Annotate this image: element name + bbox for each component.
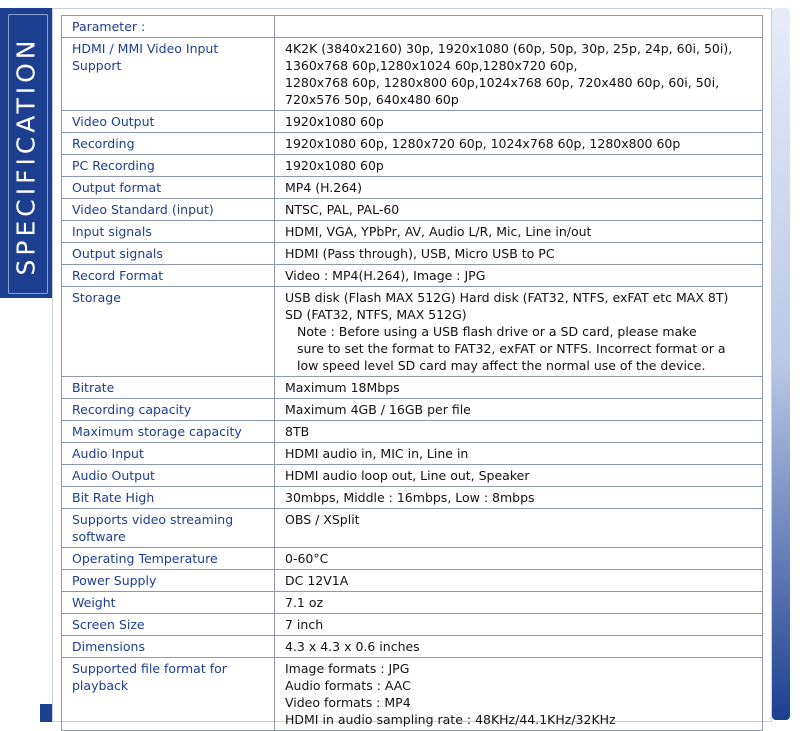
table-row	[62, 265, 763, 287]
parameter-value	[275, 265, 763, 287]
parameter-value	[275, 377, 763, 399]
value-line: Audio formats : AAC	[285, 678, 411, 693]
table-row	[62, 658, 763, 731]
table-row	[62, 377, 763, 399]
parameter-name: Dimensions	[62, 636, 275, 658]
value-line: Video formats : MP4	[285, 695, 411, 710]
value-line: DC 12V1A	[285, 573, 349, 588]
parameter-name: Recording capacity	[62, 399, 275, 421]
parameter-name: Video Standard (input)	[62, 199, 275, 221]
parameter-name: Output signals	[62, 243, 275, 265]
parameter-value	[275, 443, 763, 465]
value-line: Video : MP4(H.264), Image : JPG	[285, 268, 486, 283]
table-row	[62, 221, 763, 243]
table-row	[62, 199, 763, 221]
value-line: NTSC, PAL, PAL-60	[285, 202, 400, 217]
parameter-value	[275, 570, 763, 592]
parameter-name: Operating Temperature	[62, 548, 275, 570]
parameter-value	[275, 177, 763, 199]
value-line: HDMI (Pass through), USB, Micro USB to PC	[285, 246, 555, 261]
parameter-value	[275, 421, 763, 443]
value-line: 1920x1080 60p	[285, 114, 384, 129]
parameter-value	[275, 133, 763, 155]
table-row	[62, 421, 763, 443]
header-label: Parameter :	[62, 16, 275, 38]
value-line: 720x576 50p, 640x480 60p	[285, 92, 459, 107]
storage-note-line: low speed level SD card may affect the normal use of the device.	[297, 358, 706, 373]
value-line: 7 inch	[285, 617, 324, 632]
parameter-name: HDMI / MMI Video Input Support	[62, 38, 275, 111]
table-row	[62, 133, 763, 155]
table-row	[62, 548, 763, 570]
value-line: HDMI audio in, MIC in, Line in	[285, 446, 469, 461]
table-row	[62, 111, 763, 133]
value-line: Image formats : JPG	[285, 661, 410, 676]
table-row	[62, 177, 763, 199]
parameter-value	[275, 155, 763, 177]
spec-table	[61, 15, 763, 731]
parameter-name: Storage	[62, 287, 275, 377]
parameter-value	[275, 243, 763, 265]
parameter-name: PC Recording	[62, 155, 275, 177]
parameter-value	[275, 509, 763, 548]
parameter-value	[275, 465, 763, 487]
storage-note-line: Note : Before using a USB flash drive or a SD card, please make	[297, 324, 697, 339]
table-row	[62, 509, 763, 548]
table-row	[62, 592, 763, 614]
table-header-row	[62, 16, 763, 38]
parameter-value	[275, 614, 763, 636]
table-row	[62, 570, 763, 592]
header-value	[275, 16, 763, 38]
table-row	[62, 399, 763, 421]
parameter-name: Input signals	[62, 221, 275, 243]
value-line: 8TB	[285, 424, 310, 439]
parameter-name: Record Format	[62, 265, 275, 287]
value-line: Maximum 4GB / 16GB per file	[285, 402, 471, 417]
value-line: 7.1 oz	[285, 595, 324, 610]
value-line: MP4 (H.264)	[285, 180, 363, 195]
value-line: 30mbps, Middle : 16mbps, Low : 8mbps	[285, 490, 535, 505]
parameter-name: Output format	[62, 177, 275, 199]
parameter-value	[275, 199, 763, 221]
parameter-name: Bitrate	[62, 377, 275, 399]
table-row	[62, 487, 763, 509]
table-row	[62, 465, 763, 487]
parameter-value	[275, 487, 763, 509]
parameter-value	[275, 548, 763, 570]
table-row	[62, 243, 763, 265]
table-row	[62, 287, 763, 377]
parameter-value	[275, 287, 763, 377]
value-line: Maximum 18Mbps	[285, 380, 400, 395]
parameter-name: Video Output	[62, 111, 275, 133]
value-line: SD (FAT32, NTFS, MAX 512G)	[285, 307, 467, 322]
parameter-value	[275, 636, 763, 658]
value-line: 0-60°C	[285, 551, 329, 566]
parameter-value	[275, 221, 763, 243]
value-line: OBS / XSplit	[285, 512, 360, 527]
parameter-value	[275, 38, 763, 111]
parameter-value	[275, 592, 763, 614]
parameter-name: Screen Size	[62, 614, 275, 636]
table-row	[62, 155, 763, 177]
value-line: 1920x1080 60p	[285, 158, 384, 173]
parameter-name: Bit Rate High	[62, 487, 275, 509]
value-line: USB disk (Flash MAX 512G) Hard disk (FAT32, NTFS, exFAT etc MAX 8T)	[285, 290, 729, 305]
table-row	[62, 636, 763, 658]
value-line: HDMI in audio sampling rate : 48KHz/44.1KHz/32KHz	[285, 712, 616, 727]
storage-note-line: sure to set the format to FAT32, exFAT or NTFS. Incorrect format or a	[297, 341, 726, 356]
value-line: HDMI audio loop out, Line out, Speaker	[285, 468, 530, 483]
parameter-name: Supported file format for playback	[62, 658, 275, 731]
specification-label: SPECIFICATION	[11, 36, 41, 276]
spec-sheet	[52, 8, 772, 727]
parameter-name: Maximum storage capacity	[62, 421, 275, 443]
parameter-name: Audio Input	[62, 443, 275, 465]
value-line: 1920x1080 60p, 1280x720 60p, 1024x768 60p, 1280x800 60p	[285, 136, 681, 151]
value-line: 4.3 x 4.3 x 0.6 inches	[285, 639, 420, 654]
table-row	[62, 443, 763, 465]
specification-tab	[0, 8, 52, 298]
table-row	[62, 614, 763, 636]
parameter-name: Audio Output	[62, 465, 275, 487]
value-line: 1280x768 60p, 1280x800 60p,1024x768 60p, 720x480 60p, 60i, 50i,	[285, 75, 720, 90]
parameter-name: Weight	[62, 592, 275, 614]
parameter-name: Recording	[62, 133, 275, 155]
parameter-value	[275, 111, 763, 133]
parameter-name: Power Supply	[62, 570, 275, 592]
parameter-value	[275, 658, 763, 731]
value-line: 4K2K (3840x2160) 30p, 1920x1080 (60p, 50p, 30p, 25p, 24p, 60i, 50i),	[285, 41, 733, 56]
parameter-value	[275, 399, 763, 421]
parameter-name: Supports video streaming software	[62, 509, 275, 548]
value-line: 1360x768 60p,1280x1024 60p,1280x720 60p,	[285, 58, 578, 73]
right-edge-bar	[772, 8, 790, 720]
value-line: HDMI, VGA, YPbPr, AV, Audio L/R, Mic, Line in/out	[285, 224, 592, 239]
table-row	[62, 38, 763, 111]
